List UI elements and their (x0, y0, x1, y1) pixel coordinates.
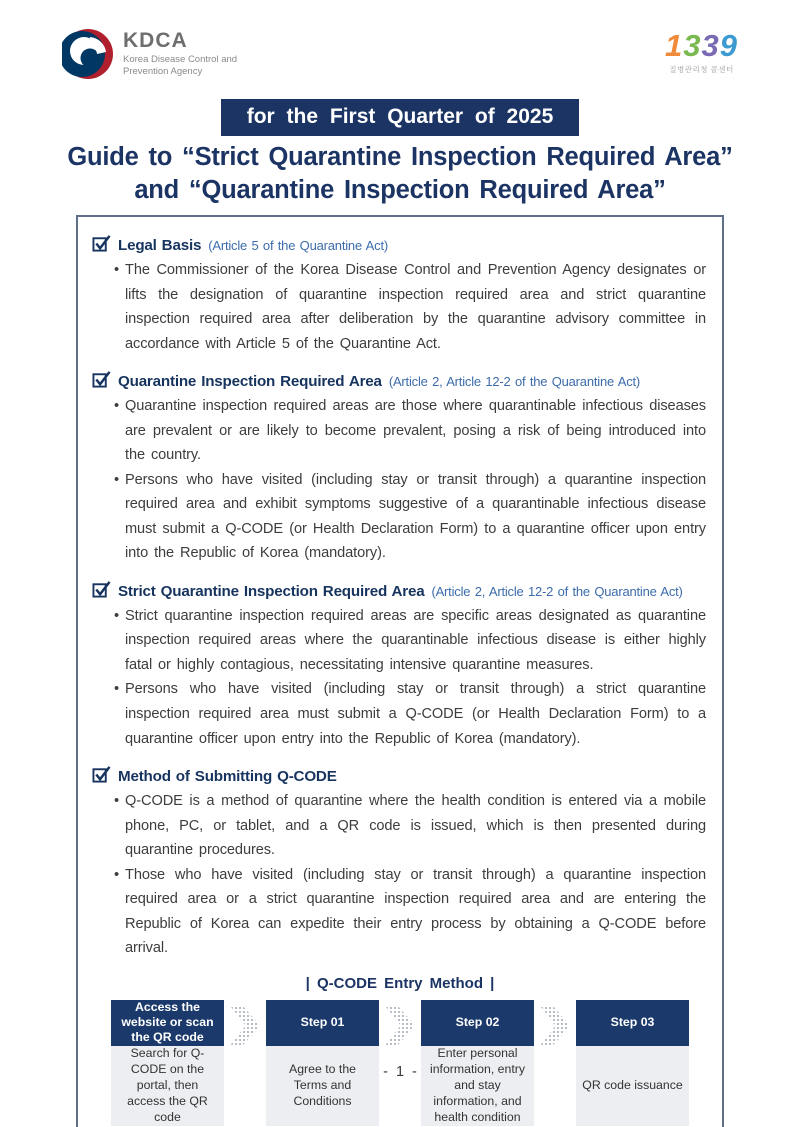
flow-step-header: Access the website or scan the QR code (111, 1000, 224, 1046)
section-bullets (114, 258, 706, 356)
bullet-item: • Those who have visited (including stay or transit through) a quarantine inspection required area or a strict quarantine inspection required area and are entering the Republic of Korea can expedite their entry process by obtaining a Q-CODE before arrival. (114, 863, 706, 961)
flow-arrow-wrap (224, 1000, 266, 1126)
section-bullets (114, 394, 706, 566)
right-chevron-arrow-icon (385, 1006, 415, 1046)
section-reference: (Article 5 of the Quarantine Act) (208, 238, 388, 254)
kdca-acronym: KDCA (123, 29, 188, 52)
flow-step-body: Search for Q-CODE on the portal, then access the QR code (111, 1046, 224, 1126)
content-box (76, 215, 724, 1127)
checkbox-checked-icon (92, 234, 111, 257)
page-title-line1: Guide to “Strict Quarantine Inspection Required Area” (67, 143, 733, 171)
page-header (62, 28, 738, 86)
section-title: Strict Quarantine Inspection Required Area (118, 582, 425, 600)
flow-step-03 (576, 1000, 689, 1126)
quarter-banner: for the First Quarter of 2025 (221, 99, 580, 136)
page-title (0, 141, 800, 206)
hotline-digit-2: 3 (701, 28, 720, 63)
hotline-digit-0: 1 (665, 28, 684, 63)
section-title: Method of Submitting Q-CODE (118, 768, 337, 786)
section-reference: (Article 2, Article 12-2 of the Quarantine Act) (431, 583, 683, 599)
hotline-caption: 질병관리청 콜센터 (669, 65, 734, 74)
page-title-line2: and “Quarantine Inspection Required Area” (134, 175, 666, 204)
checkbox-checked-icon (92, 370, 111, 393)
section-title: Quarantine Inspection Required Area (118, 373, 382, 391)
checkbox-checked-icon (92, 580, 111, 603)
section-heading-row (92, 232, 708, 255)
kdca-wordmark (123, 28, 255, 79)
flow-step-body: Enter personal information, entry and stay information, and health condition (421, 1046, 534, 1126)
checkbox-checked-icon (92, 765, 111, 788)
flow-step-02 (421, 1000, 534, 1126)
kdca-emblem-icon (62, 28, 114, 85)
flow-step-body: Agree to the Terms and Conditions (266, 1046, 379, 1126)
hotline-digit-3: 9 (719, 28, 738, 63)
bullet-item: • Q-CODE is a method of quarantine where the health condition is entered via a mobile phone, PC, or tablet, and a QR code is issued, which is then presented during quarantine procedures. (114, 789, 706, 863)
flow-arrow-wrap (534, 1000, 576, 1126)
section-strict-quarantine-area (92, 578, 708, 751)
flow-step-access (111, 1000, 224, 1126)
section-title: Legal Basis (118, 237, 202, 255)
right-chevron-arrow-icon (230, 1006, 260, 1046)
flow-arrow-wrap (379, 1000, 421, 1126)
section-heading-row (92, 578, 708, 601)
section-heading-row (92, 763, 708, 786)
bullet-item: • Strict quarantine inspection required areas are specific areas designated as quarantine inspection required areas where the quarantinable infectious disease is either highly fatal or highly contagious, necessitating intensive quarantine measures. (114, 604, 706, 678)
bullet-item: • Persons who have visited (including stay or transit through) a strict quarantine inspection required area must submit a Q-CODE (or Health Declaration Form) to a quarantine officer upon entry into the Republic of Korea (mandatory). (114, 677, 706, 751)
flow-step-header: Step 01 (266, 1000, 379, 1046)
flow-step-header: Step 02 (421, 1000, 534, 1046)
section-reference: (Article 2, Article 12-2 of the Quarantine Act) (388, 374, 641, 390)
qcode-flow-title: | Q-CODE Entry Method | (305, 974, 495, 992)
section-bullets (114, 604, 706, 751)
bullet-item: • Persons who have visited (including stay or transit through) a quarantine inspection required area and exhibit symptoms suggestive of a quarantinable infectious disease must submit a Q-CODE (or Health Declaration Form) to a quarantine officer upon entry into the Republic of Korea (mandatory). (114, 468, 706, 566)
hotline-1339-logo (665, 28, 738, 75)
hotline-digits (665, 30, 738, 61)
kdca-full-name: Korea Disease Control and Prevention Agency (123, 54, 238, 78)
bullet-item: • Quarantine inspection required areas are those where quarantinable infectious diseases are prevalent or are likely to become prevalent, posing a risk of being introduced into the country. (114, 394, 706, 468)
section-qcode-method (92, 763, 708, 961)
section-quarantine-area (92, 368, 708, 566)
flow-step-body: QR code issuance (576, 1046, 689, 1126)
section-bullets (114, 789, 706, 961)
hotline-digit-1: 3 (683, 28, 702, 63)
qcode-flow-diagram (92, 1000, 708, 1126)
section-legal-basis (92, 232, 708, 356)
kdca-logo (62, 28, 255, 85)
flow-step-01 (266, 1000, 379, 1126)
right-chevron-arrow-icon (540, 1006, 570, 1046)
bullet-item: • The Commissioner of the Korea Disease Control and Prevention Agency designates or lifts the designation of quarantine inspection required area and strict quarantine inspection required area after deliberation by the quarantine advisory committee in accordance with Article 5 of the Quarantine Act. (114, 258, 706, 356)
flow-step-header: Step 03 (576, 1000, 689, 1046)
page-number: - 1 - (383, 1064, 417, 1080)
section-heading-row (92, 368, 708, 391)
